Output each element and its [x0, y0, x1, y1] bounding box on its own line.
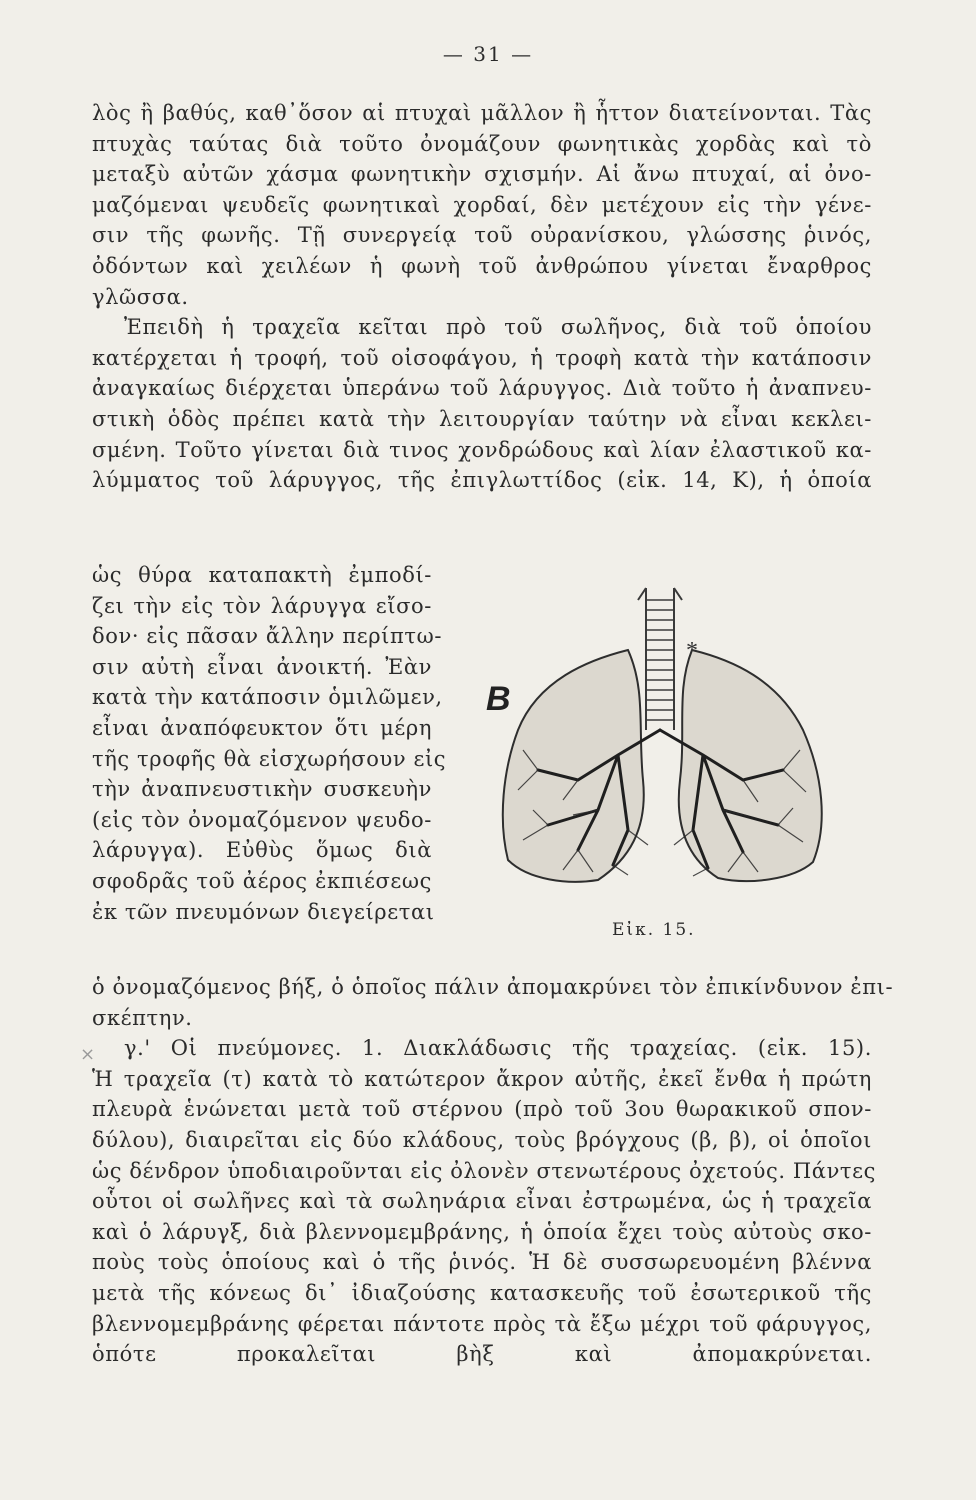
- text-line: σμένη. Τοῦτο γίνεται διὰ τινος χονδρώδους καὶ λίαν ἐλαστικοῦ κα-: [92, 437, 872, 462]
- text-line: καὶ ὁ λάρυγξ, διὰ βλεννομεμβράνης, ἡ ὁποία ἔχει τοὺς αὐτοὺς σκο-: [92, 1219, 872, 1244]
- text-line: στικὴ ὁδὸς πρέπει κατὰ τὴν λειτουργίαν ταύτην νὰ εἶναι κεκλει-: [92, 407, 872, 431]
- text-line: Ἡ τραχεῖα (τ) κατὰ τὸ κατώτερον ἄκρον αὐτῆς, ἐκεῖ ἔνθα ἡ πρώτη: [92, 1066, 872, 1091]
- text-line: πλευρὰ ἑνώνεται μετὰ τοῦ στέρνου (πρὸ τοῦ 3ου θωρακικοῦ σπον-: [92, 1097, 872, 1122]
- text-line: ἐκ τῶν πνευμόνων διεγείρεται: [92, 899, 435, 924]
- text-line: δύλου), διαιρεῖται εἰς δύο κλάδους, τοὺς βρόγχους (β, β), οἱ ὁποῖοι: [92, 1128, 872, 1152]
- figure-label-star: *: [686, 638, 698, 664]
- text-line: ὁ ὀνομαζόμενος βήξ, ὁ ὁποῖος πάλιν ἀπομακρύνει τὸν ἐπικίνδυνον ἐπι-: [92, 975, 894, 999]
- text-line: ζει τὴν εἰς τὸν λάρυγγα εἴσο-: [92, 593, 432, 618]
- figure-label-b: B: [486, 680, 511, 718]
- text-line: μετὰ τῆς κόνεως δι᾽ ἰδιαζούσης κατασκευῆς τοῦ ἐσωτερικοῦ τῆς: [92, 1281, 872, 1305]
- trachea: [638, 588, 682, 730]
- page-number: — 31 —: [442, 42, 534, 66]
- text-line: ἀναγκαίως διέρχεται ὑπεράνω τοῦ λάρυγγος. Διὰ τοῦτο ἡ ἀναπνευ-: [92, 376, 872, 401]
- left-lung: [503, 650, 644, 882]
- text-line: σιν τῆς φωνῆς. Τῇ συνεργείᾳ τοῦ οὐρανίσκου, γλώσσης ῥινός,: [92, 223, 872, 248]
- text-line: σφοδρᾶς τοῦ ἀέρος ἐκπιέσεως: [92, 869, 432, 893]
- text-line: μεταξὺ αὐτῶν χάσμα φωνητικὴν σχισμήν. Αἱ ἄνω πτυχαί, αἱ ὀνο-: [92, 162, 872, 187]
- text-line: οὗτοι οἱ σωλῆνες καὶ τὰ σωληνάρια εἶναι ἐστρωμένα, ὡς ἡ τραχεῖα: [92, 1189, 872, 1214]
- pencil-mark: ×: [80, 1044, 96, 1065]
- text-line: πτυχὰς ταύτας διὰ τοῦτο ὀνομάζουν φωνητικὰς χορδὰς καὶ τὸ: [92, 131, 872, 156]
- text-line: εἶναι ἀναπόφευκτον ὅτι μέρη: [92, 716, 432, 740]
- text-line: βλεννομεμβράνης φέρεται πάντοτε πρὸς τὰ ἔξω μέχρι τοῦ φάρυγγος,: [92, 1311, 872, 1336]
- text-line: ποὺς τοὺς ὁποίους καὶ ὁ τῆς ῥινός. Ἡ δὲ συσσωρευομένη βλέννα: [92, 1250, 872, 1275]
- text-line: Ἐπειδὴ ἡ τραχεῖα κεῖται πρὸ τοῦ σωλῆνος, διὰ τοῦ ὁποίου: [124, 315, 872, 340]
- text-line: σκέπτην.: [92, 1005, 193, 1030]
- text-line: κατέρχεται ἡ τροφή, τοῦ οἰσοφάγου, ἡ τροφὴ κατὰ τὴν κατάποσιν: [92, 345, 872, 370]
- text-line: κατὰ τὴν κατάποσιν ὁμιλῶμεν,: [92, 685, 443, 710]
- figure-caption: Εἰκ. 15.: [612, 920, 696, 940]
- text-line: (εἰς τὸν ὀνομαζόμενον ψευδο-: [92, 807, 432, 832]
- text-line: μαζόμεναι ψευδεῖς φωνητικαὶ χορδαί, δὲν μετέχουν εἰς τὴν γένε-: [92, 192, 872, 217]
- text-line: σιν αὐτὴ εἶναι ἀνοικτή. Ἐὰν: [92, 654, 432, 679]
- text-line: λύμματος τοῦ λάρυγγος, τῆς ἐπιγλωττίδος (εἰκ. 14, Κ), ἡ ὁποία: [92, 468, 872, 493]
- text-line: τὴν ἀναπνευστικὴν συσκευὴν: [92, 777, 432, 802]
- lungs-figure: [478, 580, 858, 910]
- text-line: δον· εἰς πᾶσαν ἄλλην περίπτω-: [92, 624, 443, 649]
- text-line: λάρυγγα). Εὐθὺς ὅμως διὰ: [92, 838, 432, 863]
- text-line: ὀδόντων καὶ χειλέων ἡ φωνὴ τοῦ ἀνθρώπου γίνεται ἔναρθρος: [92, 254, 872, 278]
- text-line: λὸς ἢ βαθύς, καθ᾽ὅσον αἱ πτυχαὶ μᾶλλον ἢ ἧττον διατείνονται. Τὰς: [92, 101, 872, 125]
- text-line: ὡς δένδρον ὑποδιαιροῦνται εἰς ὀλονὲν στενωτέρους ὀχετούς. Πάντες: [92, 1158, 876, 1183]
- text-line: ὡς θύρα καταπακτὴ ἐμποδί-: [92, 563, 432, 587]
- text-line: τῆς τροφῆς θὰ εἰσχωρήσουν εἰς: [92, 746, 447, 771]
- text-line: ὁπότε προκαλεῖται βὴξ καὶ ἀπομακρύνεται.: [92, 1342, 872, 1367]
- text-line: γ.' Οἱ πνεύμονες. 1. Διακλάδωσις τῆς τραχείας. (εἰκ. 15).: [124, 1036, 872, 1061]
- text-line: γλῶσσα.: [92, 284, 189, 309]
